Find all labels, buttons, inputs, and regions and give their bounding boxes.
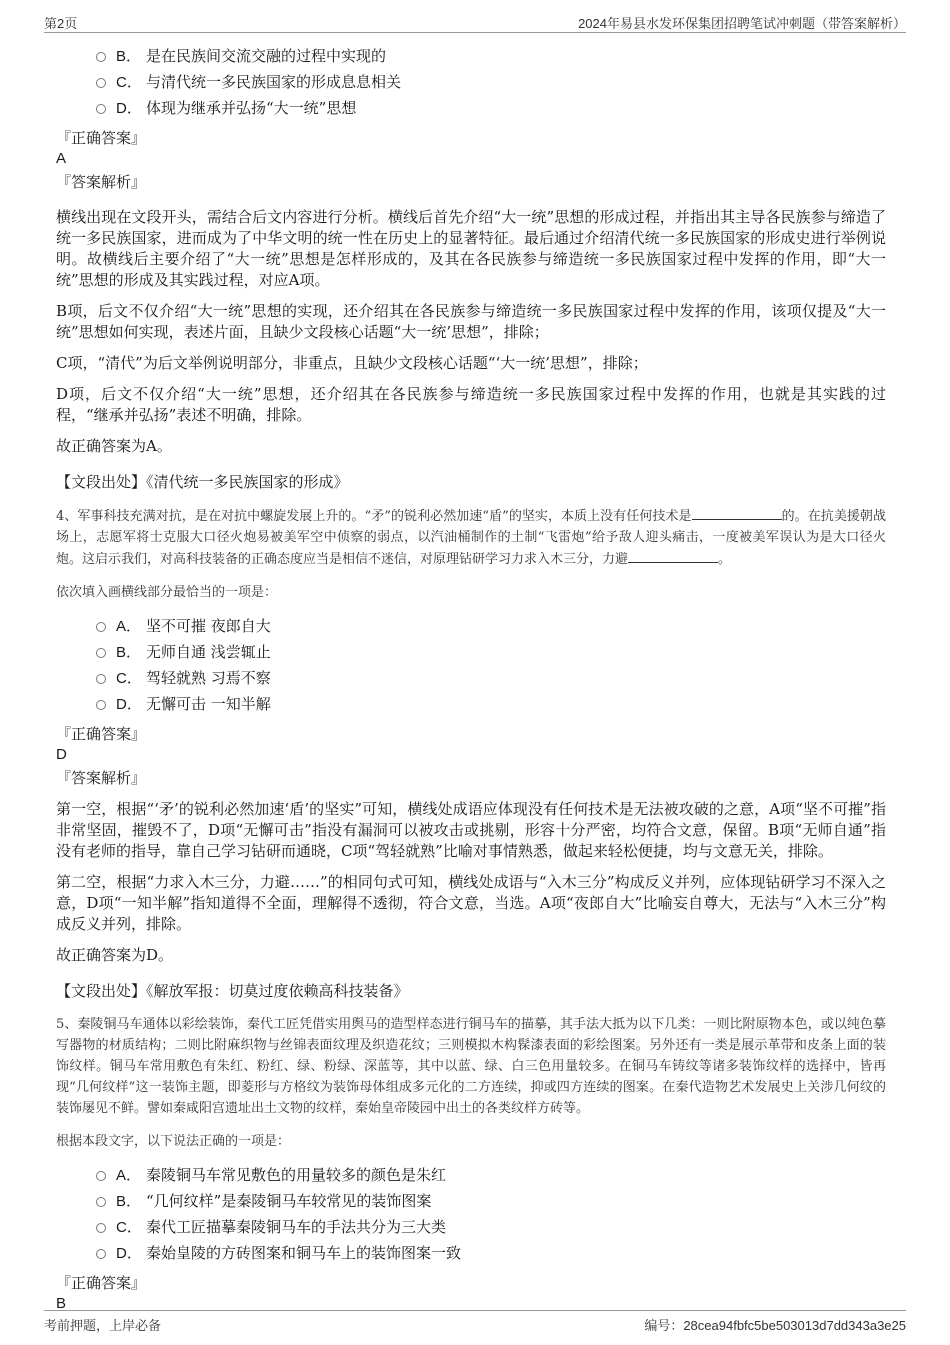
answer-value: A xyxy=(56,150,67,167)
option-a[interactable]: A． 秦陵铜马车常见敷色的用量较多的颜色是朱红 xyxy=(56,1162,886,1188)
answer-label: 『正确答案』 xyxy=(56,725,147,743)
radio-icon[interactable] xyxy=(96,52,106,62)
page-footer xyxy=(44,1310,906,1333)
source-citation: 【文段出处】《解放军报：切莫过度依赖高科技装备》 xyxy=(56,982,409,1000)
answer-value: D xyxy=(56,746,67,763)
footer-slogan: 考前押题，上岸必备 xyxy=(44,1319,162,1334)
analysis-conclusion: 故正确答案为D。 xyxy=(56,946,174,964)
question-stem: 4、军事科技充满对抗，是在对抗中螺旋发展上升的。“矛”的锐利必然加速“盾”的坚实，本质上没有任何技术是 的。在抗美援朝战场上，志愿军将士克服大口径火炮易被美军空中侦察的弱点，以汽油桶制作的土制“飞雷炮”给予敌人迎头痛击，一度被美军误认为是大口径火炮。这启示我们，对高科技装备的正确态度应当是相信不迷信，对原理钻研学习力求入木三分，力避 。 xyxy=(56,505,886,570)
option-b[interactable]: B． 是在民族间交流交融的过程中实现的 xyxy=(56,43,886,69)
analysis-paragraph: 第一空，根据“‘矛’的锐利必然加速‘盾’的坚实”可知，横线处成语应体现没有任何技术是无法被攻破的之意，A项“坚不可摧”指非常坚固，摧毁不了，D项“无懈可击”指没有漏洞可以被攻击或挑剔，形容十分严密，均符合文意，保留。B项“无师自通”指没有老师的指导，靠自己学习钻研而通晓，C项“驾轻就熟”比喻对事情熟悉，做起来轻松便捷，均与文意无关，排除。 xyxy=(56,800,886,860)
page-content xyxy=(56,40,886,1314)
analysis-paragraph: 第二空，根据“力求入木三分，力避……”的相同句式可知，横线处成语与“入木三分”构成反义并列，应体现钻研学习不深入之意，D项“一知半解”指知道得不全面，理解得不透彻，符合文意，当选。A项“夜郎自大”比喻妄自尊大，无法与“入木三分”构成反义并列，排除。 xyxy=(56,873,886,933)
option-a[interactable]: A． 坚不可摧 夜郎自大 xyxy=(56,613,886,639)
fill-blank xyxy=(628,548,718,563)
q3-options xyxy=(56,43,886,121)
question-stem: 5、秦陵铜马车通体以彩绘装饰，秦代工匠凭借实用舆马的造型样态进行铜马车的描摹，其手法大抵为以下几类：一则比附原物本色，或以纯色摹写器物的材质结构；二则比附麻织物与丝锦表面纹理及织造花纹；三则模拟木构髹漆表面的彩绘图案。另外还有一类是展示革带和皮条上面的装饰纹样。铜马车常用敷色有朱红、粉红、绿、粉绿、深蓝等，其中以蓝、绿、白三色用量较多。在铜马车铸纹等诸多装饰纹样的选择中，皆再现“几何纹样”这一装饰主题，即菱形与方格纹为装饰母体组成多元化的二方连续，抑或四方连续的图案。在秦代造物艺术发展史上关涉几何纹的装饰屡见不鲜。譬如秦咸阳宫遗址出土文物的纹样，秦始皇帝陵园中出土的各类纹样方砖等。 xyxy=(56,1017,886,1116)
fill-blank xyxy=(692,505,782,520)
answer-label: 『正确答案』 xyxy=(56,1274,147,1292)
question-prompt: 依次填入画横线部分最恰当的一项是： xyxy=(56,585,278,600)
analysis-paragraph: B项，后文不仅介绍“大一统”思想的实现，还介绍其在各民族参与缔造统一多民族国家过程中发挥的作用，该项仅提及“大一统”思想如何实现，表述片面，且缺少文段核心话题“大一统’思想”，排除； xyxy=(56,302,886,341)
option-c[interactable]: C． 秦代工匠描摹秦陵铜马车的手法共分为三大类 xyxy=(56,1214,886,1240)
question-prompt: 根据本段文字，以下说法正确的一项是： xyxy=(56,1134,291,1149)
answer-label: 『正确答案』 xyxy=(56,129,147,147)
page-number: 第2页 xyxy=(44,16,78,31)
q5-options xyxy=(56,1162,886,1266)
analysis-conclusion: 故正确答案为A。 xyxy=(56,437,172,455)
analysis-label: 『答案解析』 xyxy=(56,769,147,787)
option-d[interactable]: D． 秦始皇陵的方砖图案和铜马车上的装饰图案一致 xyxy=(56,1240,886,1266)
radio-icon[interactable] xyxy=(96,1223,106,1233)
radio-icon[interactable] xyxy=(96,78,106,88)
radio-icon[interactable] xyxy=(96,674,106,684)
radio-icon[interactable] xyxy=(96,700,106,710)
source-citation: 【文段出处】《清代统一多民族国家的形成》 xyxy=(56,473,349,491)
document-title: 2024年易县水发环保集团招聘笔试冲刺题（带答案解析） xyxy=(578,16,906,31)
radio-icon[interactable] xyxy=(96,1249,106,1259)
option-c[interactable]: C． 驾轻就熟 习焉不察 xyxy=(56,665,886,691)
radio-icon[interactable] xyxy=(96,622,106,632)
option-b[interactable]: B． 无师自通 浅尝辄止 xyxy=(56,639,886,665)
option-d[interactable]: D． 体现为继承并弘扬“大一统”思想 xyxy=(56,95,886,121)
q4-options xyxy=(56,613,886,717)
radio-icon[interactable] xyxy=(96,104,106,114)
option-b[interactable]: B． “几何纹样”是秦陵铜马车较常见的装饰图案 xyxy=(56,1188,886,1214)
answer-value: B xyxy=(56,1295,67,1312)
page-header xyxy=(44,10,906,33)
analysis-label: 『答案解析』 xyxy=(56,173,147,191)
analysis-paragraph: C项，“清代”为后文举例说明部分，非重点，且缺少文段核心话题“‘大一统’思想”，排除； xyxy=(56,354,648,372)
radio-icon[interactable] xyxy=(96,1171,106,1181)
radio-icon[interactable] xyxy=(96,648,106,658)
document-code: 编号：28cea94fbfc5be503013d7dd343a3e25 xyxy=(644,1318,906,1333)
option-d[interactable]: D． 无懈可击 一知半解 xyxy=(56,691,886,717)
radio-icon[interactable] xyxy=(96,1197,106,1207)
analysis-paragraph: 横线出现在文段开头，需结合后文内容进行分析。横线后首先介绍“大一统”思想的形成过程，并指出其主导各民族参与缔造了统一多民族国家，进而成为了中华文明的统一性在历史上的显著特征。最后通过介绍清代统一多民族国家的形成史进行举例说明。故横线后主要介绍了“大一统”思想是怎样形成的，及其在各民族参与缔造统一多民族国家过程中发挥的作用，即“大一统”思想的形成及其实践过程，对应A项。 xyxy=(56,208,886,289)
option-c[interactable]: C． 与清代统一多民族国家的形成息息相关 xyxy=(56,69,886,95)
analysis-paragraph: D项，后文不仅介绍“大一统”思想，还介绍其在各民族参与缔造统一多民族国家过程中发挥的作用，也就是其实践的过程，“继承并弘扬”表述不明确，排除。 xyxy=(56,385,886,424)
